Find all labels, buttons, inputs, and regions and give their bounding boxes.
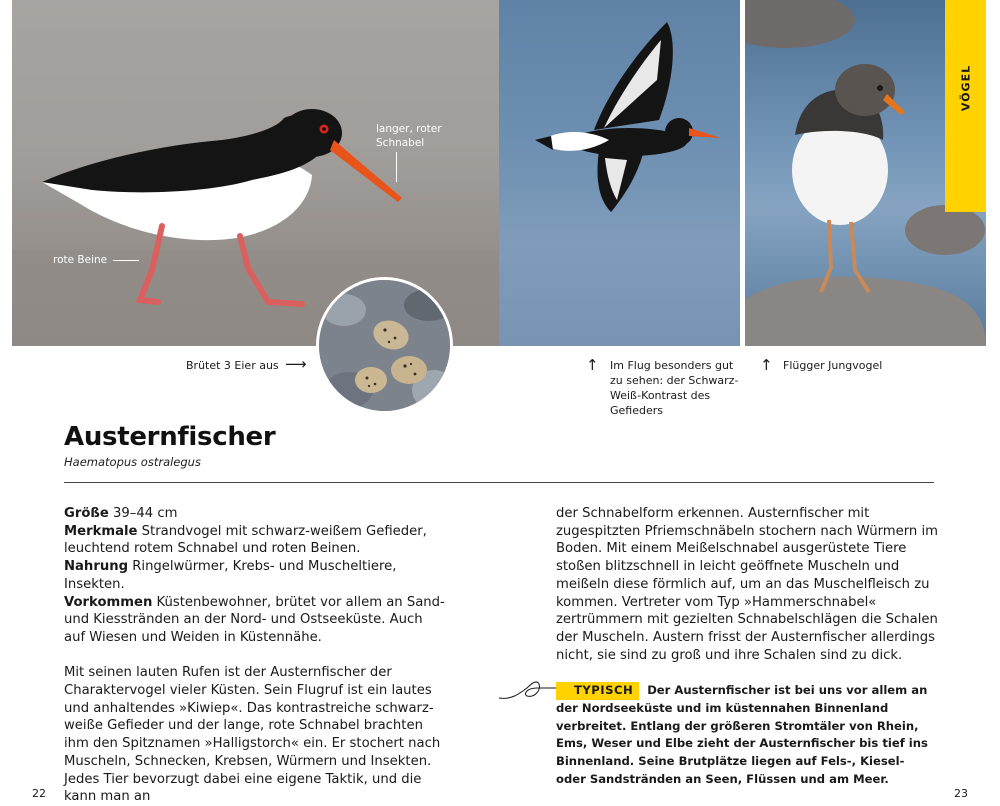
fact-value: Strandvogel mit schwarz-weißem Gefieder, leuchtend rotem Schnabel und roten Beinen.: [64, 523, 427, 557]
right-column: [556, 505, 938, 664]
oystercatcher-flying-illustration: [499, 0, 740, 346]
page-number-right: 23: [954, 787, 968, 800]
typisch-badge: TYPISCH: [556, 682, 639, 700]
category-tab: [945, 0, 986, 212]
eggs-illustration: [319, 280, 453, 414]
beak-label: langer, roter Schnabel: [376, 123, 442, 149]
beak-label-line: [396, 152, 397, 182]
body-paragraph: Mit seinen lauten Rufen ist der Austernfischer der Charaktervogel vieler Küsten. Sein Flugruf ist ein lautes und anhaltendes »Kiwiep«. Das kontrastreiche schwarz-weiße Gefieder und der lange, rote Schnabel brachten ihm den Spitznamen »Halligstorch« ein. Er stochert nach Muscheln, Schnecken, Krebsen, Würmern und Insekten. Jedes Tier bevorzugt dabei eine eigene Taktik, und die kann man an: [64, 665, 441, 805]
fact-occurrence: [64, 594, 446, 647]
flight-caption: Im Flug besonders gut zu sehen: der Schwarz-Weiß-Kontrast des Gefieders: [610, 359, 739, 417]
page-number-left: 22: [32, 787, 46, 800]
body-paragraph: der Schnabelform erkennen. Austernfischer mit zugespitzten Pfriemschnäbeln stochern nach Würmern im Boden. Mit einem Meißelschnabel ausgerüstete Tiere stoßen blitzschnell in leicht geöffnete Muscheln und meißeln diese förmlich auf, um an das Muschelfleisch zu kommen. Vertreter vom Typ »Hammerschnabel« zertrümmern mit gezielten Schnabelschlägen die Schalen der Muscheln. Austern frisst der Austernfischer allerdings nicht, sie sind zu groß und ihre Schalen sind zu dick.: [556, 506, 938, 663]
juvenile-caption: Flügger Jungvogel: [783, 359, 883, 372]
title-divider: [64, 482, 934, 483]
latin-name: Haematopus ostralegus: [64, 455, 201, 469]
fact-label: Merkmale: [64, 523, 138, 539]
arrow-up-icon: ↑: [586, 356, 599, 374]
category-tab-label: VÖGEL: [959, 64, 972, 112]
fact-label: Vorkommen: [64, 594, 153, 610]
fact-label: Größe: [64, 506, 109, 521]
fact-features: [64, 523, 446, 558]
fact-size: [64, 505, 446, 523]
arrow-right-icon: ⟶: [285, 355, 307, 373]
typisch-text: Der Austernfischer ist bei uns vor allem an der Nordseeküste und im küstennahen Binnenland verbreitet. Entlang der größeren Stromtäler von Rhein, Ems, Weser und Elbe zieht der Austernfischer bis tief ins Binnenland. Seine Brutplätze liegen auf Fels-, Kiesel- oder Sandstränden an Seen, Flüssen und am Meer.: [556, 683, 928, 786]
legs-label-line: [113, 260, 139, 261]
fact-value: Ringelwürmer, Krebs- und Muscheltiere, Insekten.: [64, 559, 397, 592]
fact-value: 39–44 cm: [113, 506, 178, 521]
fact-label: Nahrung: [64, 559, 129, 575]
eggs-inset-photo: [316, 277, 453, 414]
eggs-caption: Brütet 3 Eier aus: [186, 359, 279, 372]
fact-food: [64, 558, 446, 593]
arrow-up-icon: ↑: [760, 356, 773, 374]
species-title: Austernfischer: [64, 422, 276, 452]
photo-oystercatcher-flying: [499, 0, 740, 346]
left-column: [64, 505, 446, 806]
fact-value: Küstenbewohner, brütet vor allem an Sand- und Kiesstränden an der Nord- und Ostseeküste. Auch auf Wiesen und Weiden in Küstennähe.: [64, 594, 445, 645]
legs-label: rote Beine: [53, 254, 108, 266]
typisch-box: [556, 682, 938, 789]
